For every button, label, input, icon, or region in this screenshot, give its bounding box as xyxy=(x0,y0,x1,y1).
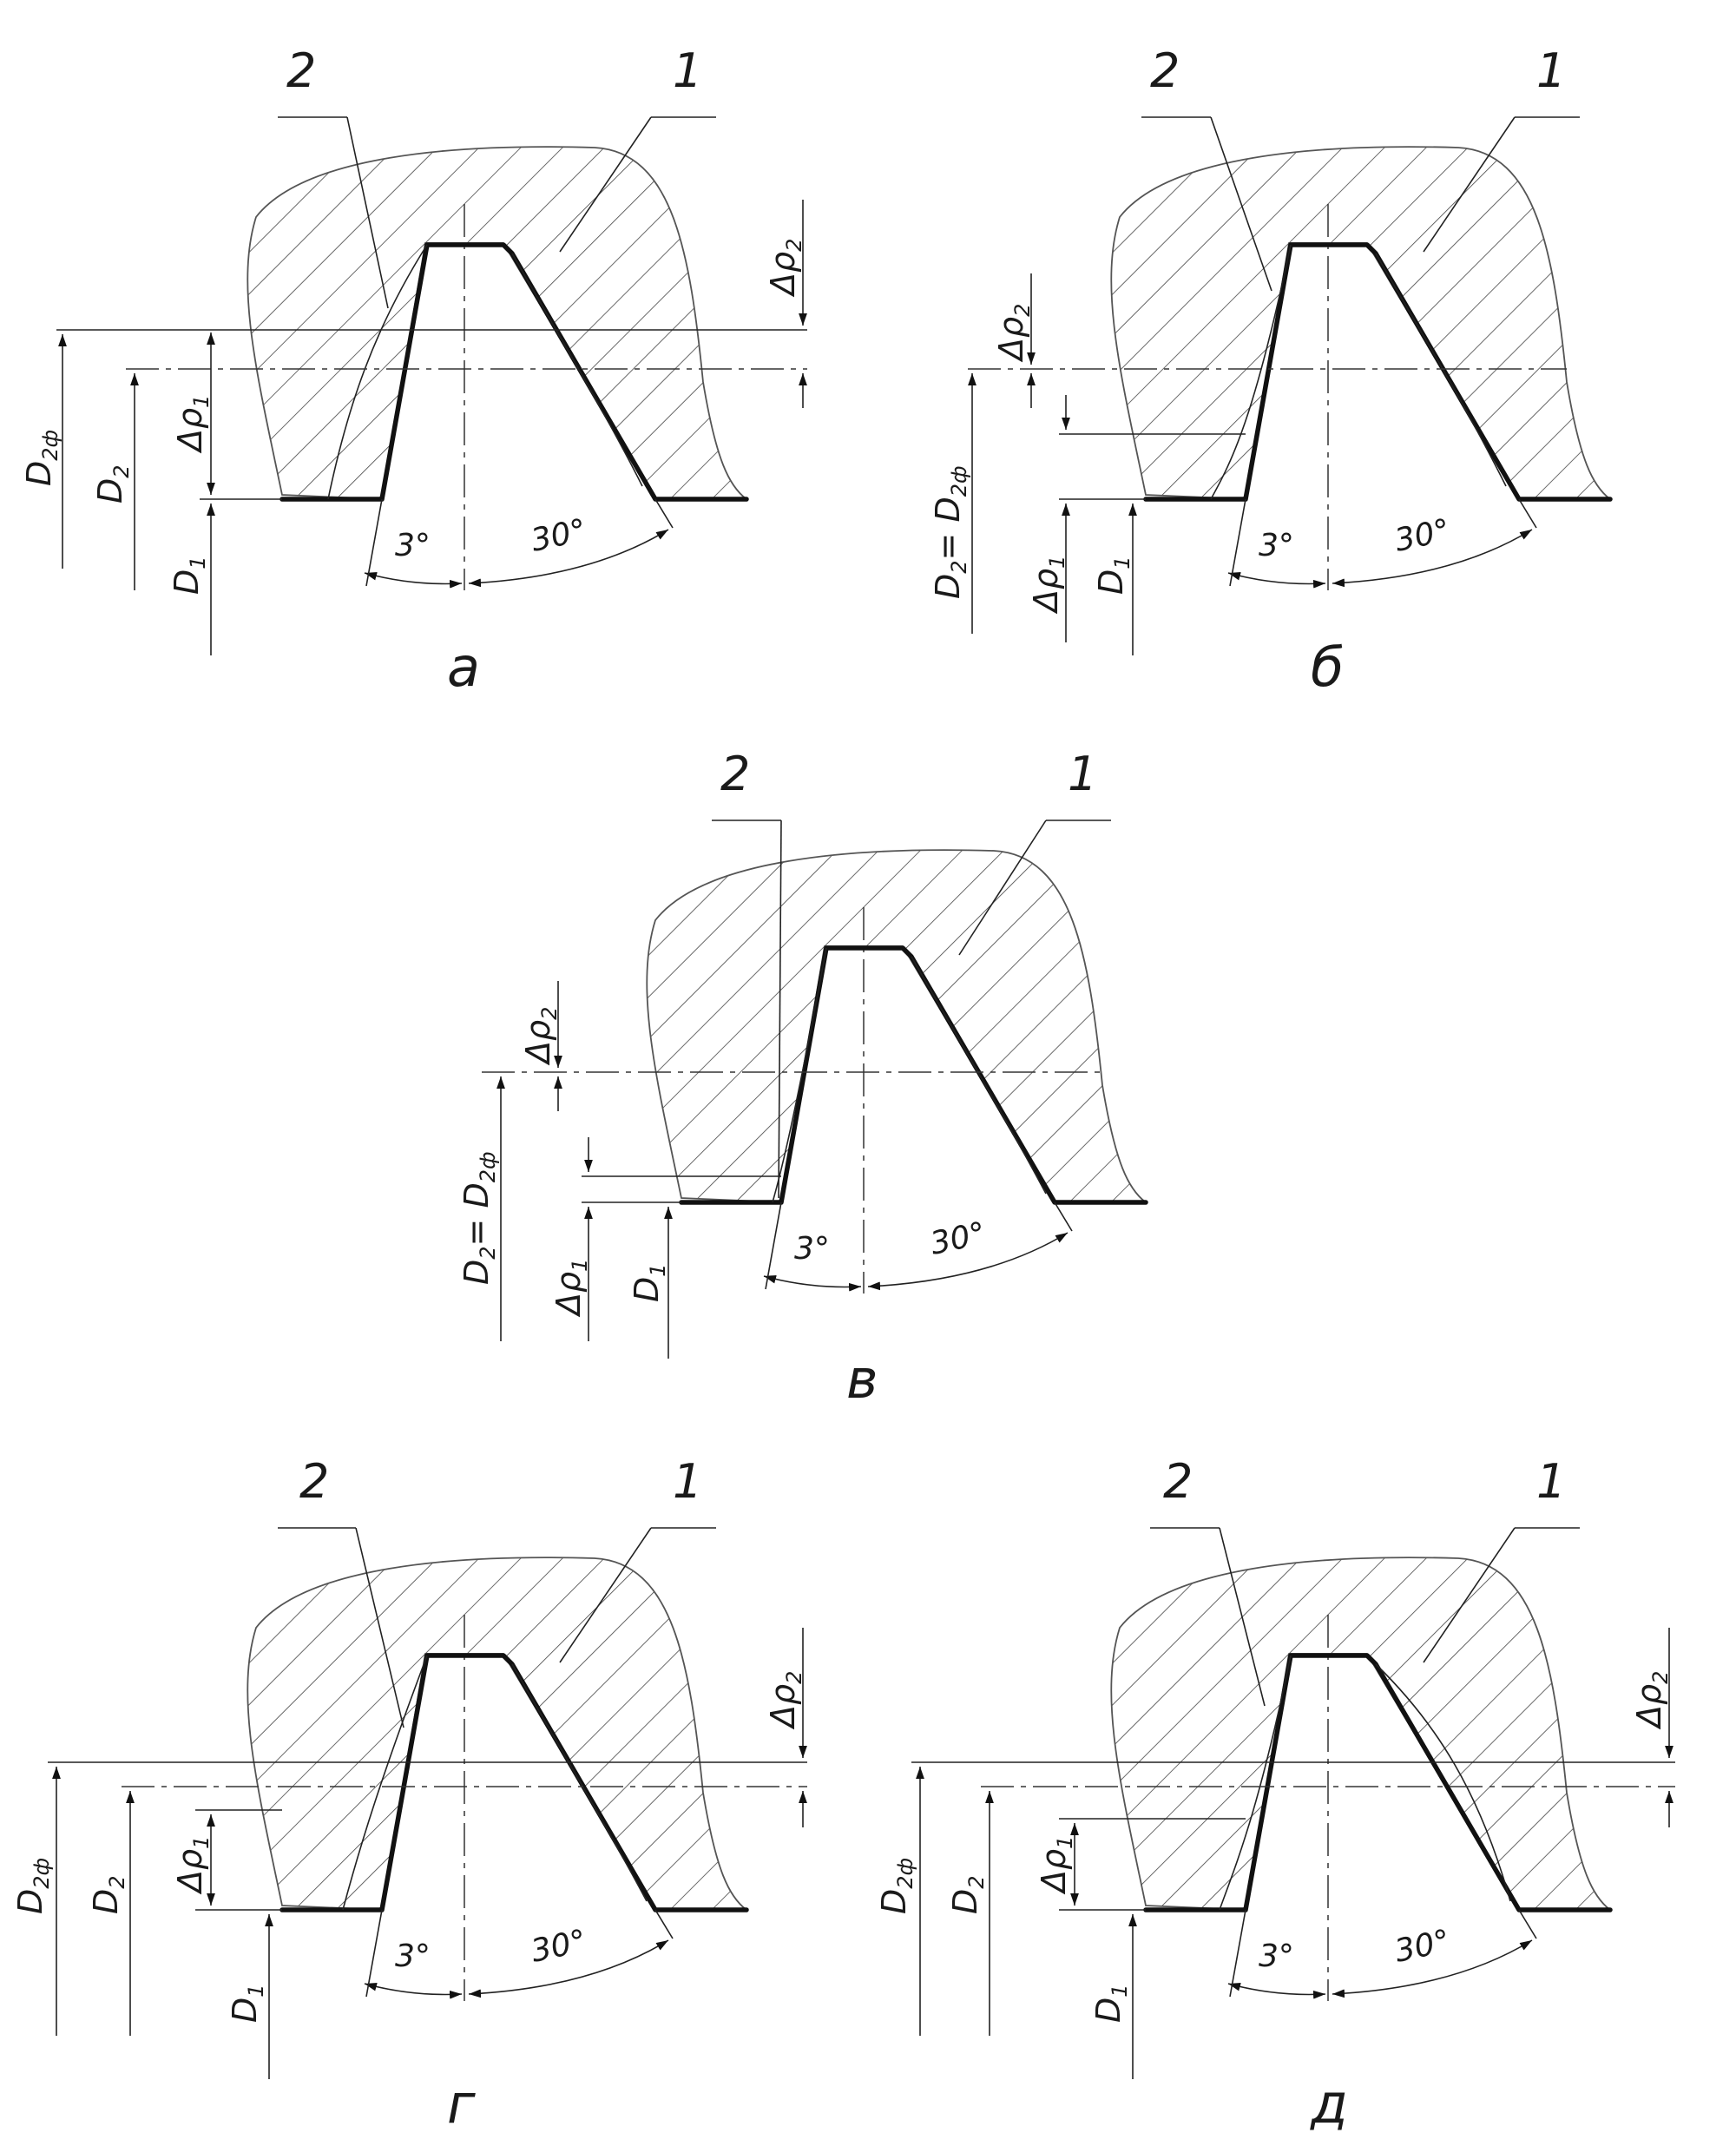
dim-label-dp2: $\Delta\rho_2$ xyxy=(992,303,1035,360)
angle-arc-3deg xyxy=(764,1276,861,1287)
angle-ext-line xyxy=(366,499,382,586)
dim-label-d2f: $D_{2ф}$ xyxy=(875,1857,917,1914)
dim-label-dp1: $\Delta\rho_1$ xyxy=(1035,1835,1077,1893)
angle-ext-line-30 xyxy=(1519,499,1536,528)
dim-label-d1: $D_1$ xyxy=(168,556,210,595)
tool-body-section xyxy=(1111,147,1610,499)
tool-body-section xyxy=(1111,1557,1610,1910)
panel-caption-b: б xyxy=(1311,635,1345,699)
callout-label-2: 2 xyxy=(299,1454,330,1509)
dim-label-dp2: $\Delta\rho_2$ xyxy=(764,238,806,295)
dim-label-d2f: $D_{2ф}$ xyxy=(20,429,62,486)
panel-v xyxy=(457,747,1146,1411)
dim-label-d2-eq: $D_2= D_{2ф}$ xyxy=(929,465,971,599)
panel-caption-g: г xyxy=(447,2072,476,2136)
angle-label-30: 30° xyxy=(927,1215,990,1262)
tool-body-section xyxy=(247,1557,746,1910)
dim-label-dp1: $\Delta\rho_1$ xyxy=(171,394,214,451)
dim-label-dp1: $\Delta\rho_1$ xyxy=(549,1258,592,1315)
angle-label-3: 3° xyxy=(395,528,431,563)
angle-arc-3deg xyxy=(1228,573,1325,584)
angle-label-30: 30° xyxy=(1391,1923,1454,1970)
dim-label-d1: $D_1$ xyxy=(1089,1984,1132,2023)
angle-ext-line-30 xyxy=(1055,1202,1072,1231)
dim-label-dp2: $\Delta\rho_2$ xyxy=(519,1006,562,1063)
dim-label-d1: $D_1$ xyxy=(226,1984,268,2023)
angle-label-30: 30° xyxy=(528,512,590,559)
panel-g xyxy=(11,1454,807,2136)
panel-caption-a: а xyxy=(447,635,480,699)
dim-label-dp1: $\Delta\rho_1$ xyxy=(171,1835,214,1893)
angle-arc-3deg xyxy=(365,573,462,584)
dim-label-d2: $D_2$ xyxy=(87,1875,129,1914)
angle-ext-line xyxy=(766,1202,781,1289)
angle-label-30: 30° xyxy=(528,1923,590,1970)
dim-label-d1: $D_1$ xyxy=(1092,556,1134,595)
callout-label-2: 2 xyxy=(720,747,751,801)
dim-label-d1: $D_1$ xyxy=(628,1263,670,1302)
dim-label-d2: $D_2$ xyxy=(946,1875,989,1914)
callout-label-1: 1 xyxy=(1536,1454,1567,1509)
dim-label-d2: $D_2$ xyxy=(91,464,134,504)
panel-caption-d: д xyxy=(1311,2072,1348,2136)
angle-ext-line xyxy=(1230,1910,1246,1997)
angle-ext-line-30 xyxy=(1519,1910,1536,1939)
angle-arc-3deg xyxy=(365,1984,462,1995)
angle-label-3: 3° xyxy=(1259,528,1294,563)
angle-ext-line xyxy=(366,1910,382,1997)
angle-label-3: 3° xyxy=(1259,1939,1294,1974)
callout-label-1: 1 xyxy=(673,43,703,98)
panel-b xyxy=(929,43,1610,699)
angle-ext-line xyxy=(1230,499,1246,586)
callout-label-2: 2 xyxy=(1150,43,1180,98)
angle-ext-line-30 xyxy=(655,499,673,528)
dim-label-dp1: $\Delta\rho_1$ xyxy=(1027,555,1069,612)
panel-caption-v: в xyxy=(846,1347,878,1411)
dim-label-dp2: $\Delta\rho_2$ xyxy=(1630,1670,1673,1728)
callout-label-1: 1 xyxy=(1068,747,1098,801)
callout-label-1: 1 xyxy=(1536,43,1567,98)
angle-ext-line-30 xyxy=(655,1910,673,1939)
angle-label-30: 30° xyxy=(1391,512,1454,559)
callout-label-1: 1 xyxy=(673,1454,703,1509)
dim-label-dp2: $\Delta\rho_2$ xyxy=(764,1670,806,1728)
dim-label-d2-eq: $D_2= D_{2ф}$ xyxy=(457,1151,500,1285)
angle-label-3: 3° xyxy=(395,1939,431,1974)
tool-body-section xyxy=(647,850,1146,1202)
angle-arc-3deg xyxy=(1228,1984,1325,1995)
panel-a xyxy=(20,43,807,699)
panel-d xyxy=(875,1454,1675,2136)
tool-body-section xyxy=(247,147,746,499)
angle-label-3: 3° xyxy=(794,1231,830,1267)
callout-label-2: 2 xyxy=(286,43,317,98)
dim-label-d2f: $D_{2ф}$ xyxy=(11,1857,54,1914)
callout-label-2: 2 xyxy=(1163,1454,1194,1509)
